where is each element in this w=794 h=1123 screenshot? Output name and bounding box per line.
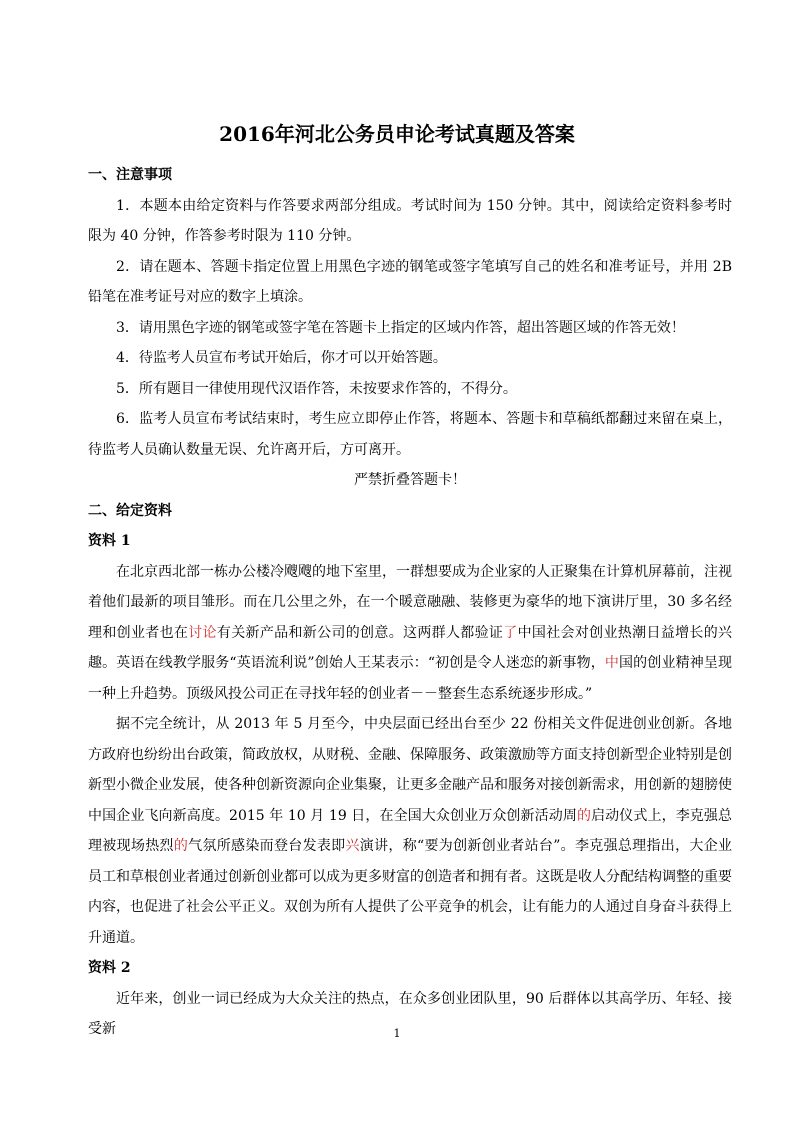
document-body [88,160,732,1045]
material-paragraph: 近年来，创业一词已经成为大众关注的热点，在众多创业团队里，90 后群体以其高学历、年轻、接受新 [88,990,732,1037]
material-heading: 资料 1 [88,533,131,549]
note-item: 6．监考人员宣布考试结束时，考生应立即停止作答，将题本、答题卡和草稿纸都翻过来留在桌上，待监考人员确认数量无误、允许离开后，方可离开。 [88,411,732,458]
page-number: 1 [393,1027,401,1040]
note-item: 3．请用黑色字迹的钢笔或签字笔在答题卡上指定的区域内作答，超出答题区域的作答无效！ [116,319,685,336]
material-paragraph [88,709,732,953]
text-run: 中国社会对创业热潮日益增长的兴趣。英语在线教学服务“英语流利说”创始人王某表示：“初创是令人迷恋的新事物， [88,624,733,671]
material-paragraph [88,557,732,710]
text-run: 在北京西北部一栋办公楼冷飕飕的地下室里，一群想要成为企业家的人正聚集在计算机屏幕前，注视着他们最新的项目雏形。而在几公里之外，在一个暖意融融、装修更为豪华的地下演讲厅里，30 多名经理和创业者也在 [88,563,732,641]
text-run: 据不完全统计，从 2013 年 5 月至今，中央层面已经出台至少 22 份相关文件促进创业创新。各地方政府也纷纷出台政策，简政放权，从财税、金融、保障服务、政策激励等方面支持创新型企业特别是创新型小微企业发展，使各种创新资源向企业集聚，让更多金融产品和服务对接创新需求，用创新的翅膀使中国企业飞向新高度。2015 年 10 月 19 日，在全国大众创业万众创新活动周 [88,716,732,824]
page-title: 2016年河北公务员申论考试真题及答案 [219,122,575,146]
highlighted-text: 了 [503,624,518,641]
note-item: 5．所有题目一律使用现代汉语作答，未按要求作答的，不得分。 [116,380,517,397]
note-item: 4．待监考人员宣布考试开始后，你才可以开始答题。 [116,350,447,366]
highlighted-text: 中 [604,655,620,671]
highlighted-text: 的 [173,838,189,854]
note-item: 2．请在题本、答题卡指定位置上用黑色字迹的钢笔或签字笔填写自己的姓名和准考证号，并用 2B 铅笔在准考证号对应的数字上填涂。 [88,258,732,305]
highlighted-text: 兴 [345,838,360,854]
section-heading-notes: 一、注意事项 [88,167,172,183]
section-heading-materials: 二、给定资料 [88,502,172,519]
text-run: 演讲，称“要为创新创业者站台”。李克强总理指出，大企业员工和草根创业者通过创新创业都可以成为更多财富的创造者和拥有者。这既是收人分配结构调整的重要内容，也促进了社会公平正义。双创为所有人提供了公平竞争的机会，让有能力的人通过自身奋斗获得上升通道。 [88,838,733,946]
text-run: 有关新产品和新公司的创意。这两群人都验证 [216,624,504,641]
highlighted-text: 的 [576,807,592,824]
highlighted-text: 讨论 [188,624,217,641]
notice-line: 严禁折叠答题卡！ [354,472,466,488]
text-run: 气氛所感染而登台发表即 [188,838,346,854]
material-heading: 资料 2 [88,960,131,976]
text-run: 国的创业精神呈现一种上升趋势。顶级风投公司正在寻找年轻的创业者－－整套生态系统逐步形成。” [88,655,733,702]
note-item: 1．本题本由给定资料与作答要求两部分组成。考试时间为 150 分钟。其中，阅读给定资料参考时限为 40 分钟，作答参考时限为 110 分钟。 [88,197,732,244]
text-run: 启动仪式上，李克强总理被现场热烈 [88,807,733,854]
